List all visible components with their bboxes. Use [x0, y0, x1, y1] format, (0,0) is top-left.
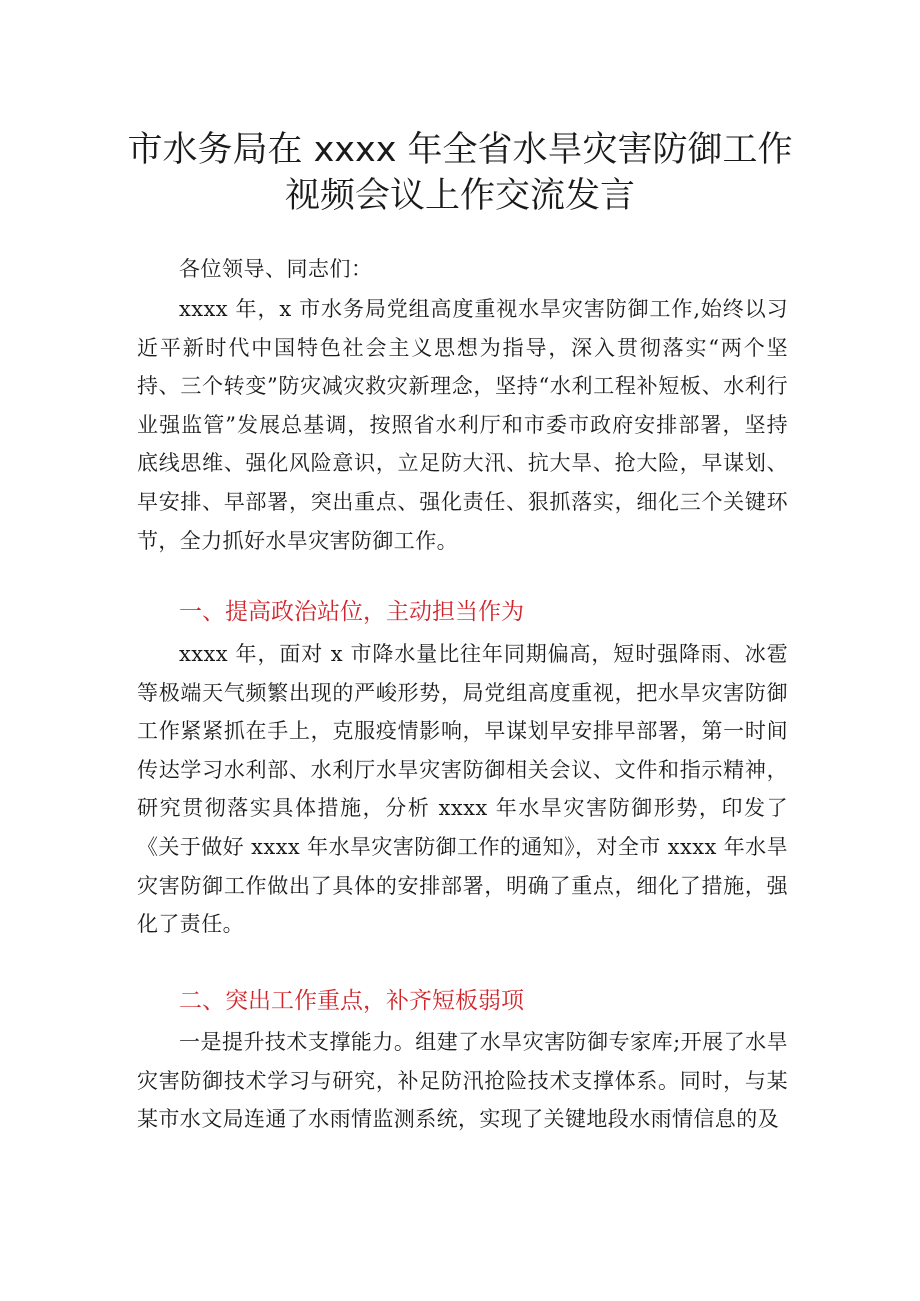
document-title-line-1: 市水务局在 xxxx 年全省水旱灾害防御工作 — [127, 130, 793, 170]
salutation: 各位领导、同志们： — [179, 257, 373, 281]
section-1-paragraph: xxxx 年，面对 x 市降水量比往年同期偏高，短时强降雨、冰雹等极端天气频繁出现的严峻形势，局党组高度重视，把水旱灾害防御工作紧紧抓在手上，克服疫情影响，早谋划早安排早部署，第一时间传达学习水利部、水利厅水旱灾害防御相关会议、文件和指示精神，研究贯彻落实具体措施，分析 xxxx 年水旱灾害防御形势，印发了《关于做好 xxxx 年水旱灾害防御工作的通知》，对全市 xxxx 年水旱灾害防御工作做出了具体的安排部署，明确了重点，细化了措施，强化了责任。 — [137, 642, 788, 937]
intro-block — [137, 290, 788, 560]
section-1-heading: 一、提高政治站位，主动担当作为 — [179, 599, 524, 625]
section-2-heading: 二、突出工作重点，补齐短板弱项 — [179, 988, 524, 1014]
document-title-line-2: 视频会议上作交流发言 — [284, 176, 635, 216]
intro-paragraph: xxxx 年，x 市水务局党组高度重视水旱灾害防御工作,始终以习近平新时代中国特色社会主义思想为指导，深入贯彻落实“两个坚持、三个转变”防灾减灾救灾新理念，坚持“水利工程补短板、水利行业强监管”发展总基调，按照省水利厅和市委市政府安排部署，坚持底线思维、强化风险意识，立足防大汛、抗大旱、抢大险，早谋划、早安排、早部署，突出重点、强化责任、狠抓落实，细化三个关键环节，全力抓好水旱灾害防御工作。 — [137, 297, 788, 553]
section-1-block — [137, 635, 788, 944]
section-2-block — [137, 1023, 788, 1139]
section-2-paragraph: 一是提升技术支撑能力。组建了水旱灾害防御专家库;开展了水旱灾害防御技术学习与研究，补足防汛抢险技术支撑体系。同时，与某某市水文局连通了水雨情监测系统，实现了关键地段水雨情信息的及 — [137, 1030, 788, 1132]
